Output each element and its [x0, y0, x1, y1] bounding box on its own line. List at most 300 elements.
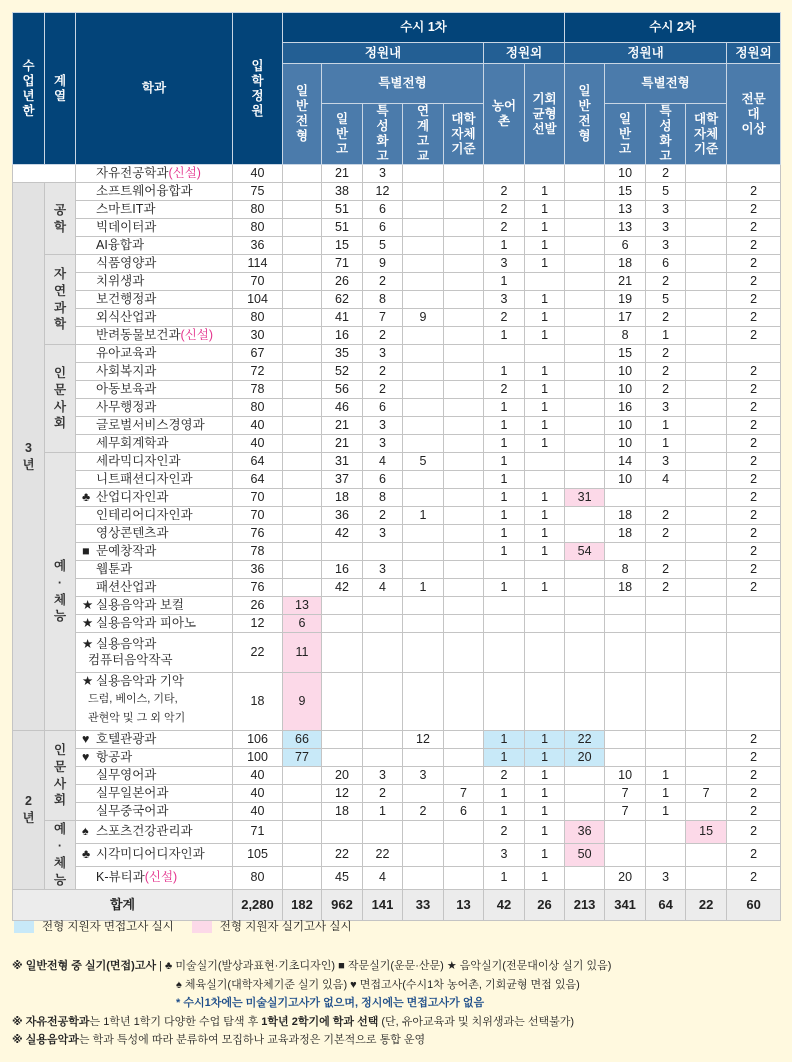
note-segment: ※ 실용음악과: [12, 1034, 79, 1047]
dept-name-line: [82, 732, 232, 748]
value-cell: [283, 579, 322, 597]
value-cell: 6: [363, 399, 403, 417]
value-cell: [686, 561, 727, 579]
quota-cell: 67: [233, 345, 283, 363]
value-cell: 2: [727, 417, 781, 435]
value-cell: [283, 255, 322, 273]
legend-practical-label: 전형 지원자 실기고사 실시: [219, 921, 352, 933]
value-cell: 2: [363, 363, 403, 381]
value-cell: 4: [363, 453, 403, 471]
value-cell: 2: [727, 183, 781, 201]
value-cell: 26: [322, 273, 363, 291]
value-cell: 3: [646, 453, 686, 471]
value-cell: [686, 183, 727, 201]
value-cell: 2: [484, 183, 525, 201]
note-line: [12, 994, 611, 1013]
field-group-cell: 인 문 사 회: [45, 345, 76, 453]
value-cell: [403, 273, 444, 291]
dept-name: [76, 543, 233, 561]
new-dept-tag: (신설): [168, 165, 201, 180]
value-cell: [403, 219, 444, 237]
value-cell: [686, 273, 727, 291]
value-cell: 2: [727, 291, 781, 309]
value-cell: 21: [322, 417, 363, 435]
value-cell: 2: [727, 399, 781, 417]
value-cell: 3: [363, 417, 403, 435]
value-cell: 13: [605, 201, 646, 219]
value-cell: [444, 843, 484, 866]
value-cell: 1: [525, 803, 565, 821]
value-cell: 3: [646, 399, 686, 417]
quota-cell: 40: [233, 767, 283, 785]
value-cell: [444, 561, 484, 579]
value-cell: 1: [525, 183, 565, 201]
table-row: [13, 345, 781, 363]
dept-name-line: [82, 580, 232, 596]
quota-cell: 104: [233, 291, 283, 309]
value-cell: [444, 673, 484, 731]
value-cell: 22: [565, 731, 605, 749]
value-cell: [646, 673, 686, 731]
value-cell: 42: [322, 525, 363, 543]
dept-name: [76, 435, 233, 453]
value-cell: 10: [605, 435, 646, 453]
value-cell: 1: [646, 417, 686, 435]
quota-cell: 80: [233, 399, 283, 417]
value-cell: 1: [646, 327, 686, 345]
value-cell: 2: [727, 255, 781, 273]
value-cell: [525, 673, 565, 731]
value-cell: [444, 435, 484, 453]
value-cell: [283, 785, 322, 803]
value-cell: [444, 237, 484, 255]
dept-name: [76, 749, 233, 767]
value-cell: [565, 237, 605, 255]
value-cell: [283, 273, 322, 291]
value-cell: [686, 803, 727, 821]
value-cell: [565, 381, 605, 399]
value-cell: [322, 633, 363, 673]
value-cell: 2: [727, 507, 781, 525]
value-cell: [444, 731, 484, 749]
value-cell: [444, 615, 484, 633]
table-row: [13, 381, 781, 399]
dept-name-line: [82, 184, 232, 200]
value-cell: [444, 183, 484, 201]
value-cell: [403, 597, 444, 615]
value-cell: [322, 543, 363, 561]
dept-name: [76, 183, 233, 201]
value-cell: 2: [646, 561, 686, 579]
value-cell: 20: [605, 866, 646, 889]
value-cell: [363, 543, 403, 561]
value-cell: [565, 673, 605, 731]
value-cell: 77: [283, 749, 322, 767]
value-cell: 10: [605, 767, 646, 785]
value-cell: [283, 327, 322, 345]
exam-mark-icon: ♥: [82, 731, 90, 746]
value-cell: 3: [403, 767, 444, 785]
value-cell: [686, 843, 727, 866]
value-cell: [525, 633, 565, 673]
value-cell: [283, 525, 322, 543]
value-cell: [686, 237, 727, 255]
quota-cell: 71: [233, 821, 283, 844]
value-cell: [444, 767, 484, 785]
dept-name-line: [82, 870, 232, 886]
value-cell: 5: [646, 291, 686, 309]
value-cell: [686, 453, 727, 471]
table-row: [13, 417, 781, 435]
dept-name-line: [82, 256, 232, 272]
quota-cell: 64: [233, 471, 283, 489]
value-cell: [565, 309, 605, 327]
value-cell: [565, 579, 605, 597]
dept-name-text: 산업디자인과: [96, 489, 169, 504]
value-cell: [403, 345, 444, 363]
header-round2-out: 정원외: [727, 43, 781, 64]
value-cell: [322, 821, 363, 844]
dept-name-line: [82, 202, 232, 218]
value-cell: 3: [363, 435, 403, 453]
header-s1-specialized-high: 특 성 화 고: [363, 104, 403, 165]
value-cell: [686, 543, 727, 561]
value-cell: [686, 399, 727, 417]
value-cell: [403, 561, 444, 579]
dept-name-text: 세라믹디자인과: [96, 453, 181, 468]
quota-cell: 106: [233, 731, 283, 749]
value-cell: [525, 453, 565, 471]
value-cell: [444, 219, 484, 237]
value-cell: 7: [686, 785, 727, 803]
table-row: [13, 803, 781, 821]
value-cell: 5: [646, 183, 686, 201]
value-cell: [403, 363, 444, 381]
dept-name-line: [82, 786, 232, 802]
total-row: [13, 889, 781, 920]
value-cell: 1: [484, 866, 525, 889]
header-s1-linked-high: 연 계 고 교: [403, 104, 444, 165]
quota-cell: 76: [233, 525, 283, 543]
dept-name-text: 치위생과: [96, 273, 145, 288]
value-cell: 1: [525, 255, 565, 273]
value-cell: [565, 327, 605, 345]
value-cell: [283, 201, 322, 219]
quota-cell: 76: [233, 579, 283, 597]
note-segment: ※ 자유전공학과: [12, 1015, 90, 1028]
value-cell: [283, 561, 322, 579]
quota-cell: 70: [233, 273, 283, 291]
value-cell: 2: [363, 785, 403, 803]
dept-name-line: [82, 238, 232, 254]
value-cell: 2: [484, 201, 525, 219]
year-cell: 3 년: [13, 183, 45, 731]
value-cell: 15: [605, 345, 646, 363]
value-cell: [565, 255, 605, 273]
value-cell: [283, 381, 322, 399]
value-cell: [605, 615, 646, 633]
value-cell: 62: [322, 291, 363, 309]
dept-name: [76, 453, 233, 471]
value-cell: [727, 615, 781, 633]
dept-name-text: 아동보육과: [96, 381, 157, 396]
quota-cell: 64: [233, 453, 283, 471]
value-cell: 1: [525, 785, 565, 803]
dept-name-text: 드럼, 베이스, 기타,: [88, 692, 178, 705]
note-segment: ※ 일반전형 중 실기(면접)고사: [12, 960, 157, 972]
value-cell: [646, 489, 686, 507]
value-cell: [444, 381, 484, 399]
quota-cell: 40: [233, 803, 283, 821]
value-cell: 42: [322, 579, 363, 597]
table-row: [13, 785, 781, 803]
value-cell: 1: [484, 525, 525, 543]
value-cell: [605, 731, 646, 749]
value-cell: 18: [605, 255, 646, 273]
table-row: [13, 183, 781, 201]
value-cell: 1: [525, 731, 565, 749]
dept-name-text: 사무행정과: [96, 399, 157, 414]
value-cell: [484, 615, 525, 633]
total-value: 26: [525, 889, 565, 920]
dept-name-text: AI융합과: [96, 237, 145, 252]
exam-mark-icon: ★: [82, 673, 94, 688]
quota-cell: 80: [233, 866, 283, 889]
total-value: 341: [605, 889, 646, 920]
table-row: [13, 453, 781, 471]
field-group-cell: 예 · 체 능: [45, 453, 76, 731]
value-cell: [444, 165, 484, 183]
dept-name: [76, 327, 233, 345]
value-cell: 1: [525, 219, 565, 237]
value-cell: [444, 489, 484, 507]
value-cell: 31: [322, 453, 363, 471]
value-cell: 1: [525, 543, 565, 561]
value-cell: 2: [727, 381, 781, 399]
dept-name-line: [82, 616, 232, 632]
dept-name: [76, 201, 233, 219]
value-cell: [444, 866, 484, 889]
total-value: 64: [646, 889, 686, 920]
value-cell: 3: [646, 201, 686, 219]
value-cell: [686, 767, 727, 785]
value-cell: [605, 673, 646, 731]
dept-name-line: [82, 526, 232, 542]
field-group-cell: 인 문 사 회: [45, 731, 76, 821]
dept-name: [76, 633, 233, 673]
quota-cell: 40: [233, 785, 283, 803]
value-cell: 18: [605, 579, 646, 597]
table-row: [13, 291, 781, 309]
table-row: [13, 597, 781, 615]
quota-cell: 80: [233, 219, 283, 237]
quota-cell: 36: [233, 237, 283, 255]
dept-name-line: [82, 490, 232, 506]
table-row: [13, 219, 781, 237]
value-cell: [686, 471, 727, 489]
value-cell: 3: [363, 767, 403, 785]
value-cell: 2: [727, 803, 781, 821]
value-cell: 2: [727, 201, 781, 219]
value-cell: 5: [363, 237, 403, 255]
value-cell: [686, 597, 727, 615]
dept-name: [76, 417, 233, 435]
dept-name: [76, 525, 233, 543]
quota-cell: 78: [233, 543, 283, 561]
value-cell: 20: [565, 749, 605, 767]
value-cell: 18: [605, 525, 646, 543]
note-segment: 1학년 2학기에 학과 선택: [261, 1015, 379, 1028]
value-cell: 2: [646, 273, 686, 291]
exam-mark-icon: ♣: [82, 489, 91, 504]
exam-mark-icon: ♥: [82, 749, 90, 764]
value-cell: 37: [322, 471, 363, 489]
exam-mark-icon: ♣: [82, 846, 91, 861]
value-cell: [283, 866, 322, 889]
total-value: 962: [322, 889, 363, 920]
value-cell: [605, 821, 646, 844]
value-cell: [283, 165, 322, 183]
dept-name-text: 유아교육과: [96, 345, 157, 360]
header-special1: 특별전형: [322, 64, 484, 104]
value-cell: 1: [525, 309, 565, 327]
value-cell: 16: [605, 399, 646, 417]
note-segment: 는 학과 특성에 따라 분류하여 모집하나 교육과정은 기본적으로 통합 운영: [78, 1034, 426, 1047]
value-cell: [525, 165, 565, 183]
value-cell: 9: [283, 673, 322, 731]
note-line: [12, 1031, 611, 1050]
value-cell: 2: [727, 561, 781, 579]
value-cell: [686, 165, 727, 183]
value-cell: 10: [605, 471, 646, 489]
value-cell: 9: [363, 255, 403, 273]
table-row: [13, 633, 781, 673]
value-cell: [403, 381, 444, 399]
value-cell: [605, 633, 646, 673]
value-cell: 19: [605, 291, 646, 309]
quota-cell: 30: [233, 327, 283, 345]
dept-name-text: 자유전공학과: [96, 165, 169, 180]
value-cell: 4: [363, 866, 403, 889]
value-cell: [686, 309, 727, 327]
value-cell: 1: [484, 579, 525, 597]
dept-name: [76, 579, 233, 597]
dept-name-line: [82, 418, 232, 434]
value-cell: [484, 561, 525, 579]
value-cell: 6: [363, 219, 403, 237]
value-cell: [444, 821, 484, 844]
dept-name-text: 패션산업과: [96, 579, 157, 594]
table-header: [13, 13, 781, 165]
value-cell: 52: [322, 363, 363, 381]
blue-swatch-icon: [14, 921, 34, 933]
value-cell: [444, 201, 484, 219]
value-cell: [565, 615, 605, 633]
value-cell: [565, 183, 605, 201]
value-cell: 2: [727, 453, 781, 471]
value-cell: [686, 363, 727, 381]
value-cell: [565, 165, 605, 183]
value-cell: [322, 731, 363, 749]
value-cell: 2: [727, 363, 781, 381]
dept-name-text: 빅데이터과: [96, 219, 157, 234]
total-value: 182: [283, 889, 322, 920]
value-cell: 22: [363, 843, 403, 866]
header-quota: 입 학 정 원: [233, 13, 283, 165]
quota-cell: 12: [233, 615, 283, 633]
value-cell: 1: [525, 507, 565, 525]
value-cell: 15: [686, 821, 727, 844]
value-cell: [686, 507, 727, 525]
quota-cell: 18: [233, 673, 283, 731]
value-cell: [444, 399, 484, 417]
header-round2-in: 정원내: [565, 43, 727, 64]
value-cell: [363, 821, 403, 844]
value-cell: [444, 471, 484, 489]
value-cell: 15: [605, 183, 646, 201]
header-s2-specialized-high: 특 성 화 고: [646, 104, 686, 165]
dept-name: [76, 615, 233, 633]
value-cell: [565, 363, 605, 381]
value-cell: [565, 767, 605, 785]
value-cell: 2: [484, 767, 525, 785]
dept-name-line: [82, 220, 232, 236]
value-cell: [444, 327, 484, 345]
header-rural: 농어 촌: [484, 64, 525, 165]
value-cell: [686, 615, 727, 633]
value-cell: 2: [727, 821, 781, 844]
exam-mark-icon: ★: [82, 615, 94, 630]
header-general1: 일 반 전 형: [283, 64, 322, 165]
value-cell: [444, 291, 484, 309]
note-line: [12, 957, 611, 976]
value-cell: [283, 399, 322, 417]
value-cell: 2: [727, 767, 781, 785]
value-cell: [565, 453, 605, 471]
value-cell: [403, 399, 444, 417]
value-cell: [283, 489, 322, 507]
value-cell: [444, 417, 484, 435]
dept-name: [76, 273, 233, 291]
value-cell: 46: [322, 399, 363, 417]
note-segment: (단, 유아교육과 및 치위생과는 선택불가): [378, 1015, 575, 1028]
dept-name-line: [82, 804, 232, 820]
value-cell: [565, 597, 605, 615]
value-cell: 2: [484, 309, 525, 327]
value-cell: 1: [646, 803, 686, 821]
table-row: [13, 201, 781, 219]
value-cell: [283, 309, 322, 327]
value-cell: 4: [646, 471, 686, 489]
value-cell: 1: [646, 435, 686, 453]
field-group-cell: 공 학: [45, 183, 76, 255]
table-row: [13, 165, 781, 183]
value-cell: 2: [363, 273, 403, 291]
value-cell: [686, 255, 727, 273]
value-cell: [403, 866, 444, 889]
value-cell: 1: [646, 767, 686, 785]
dept-name-text: K-뷰티과: [96, 869, 145, 884]
total-value: 42: [484, 889, 525, 920]
value-cell: [403, 749, 444, 767]
value-cell: [363, 615, 403, 633]
value-cell: 1: [484, 237, 525, 255]
value-cell: 11: [283, 633, 322, 673]
value-cell: 2: [646, 507, 686, 525]
value-cell: 2: [727, 543, 781, 561]
legend-practical: [192, 918, 352, 934]
dept-name: [76, 803, 233, 821]
